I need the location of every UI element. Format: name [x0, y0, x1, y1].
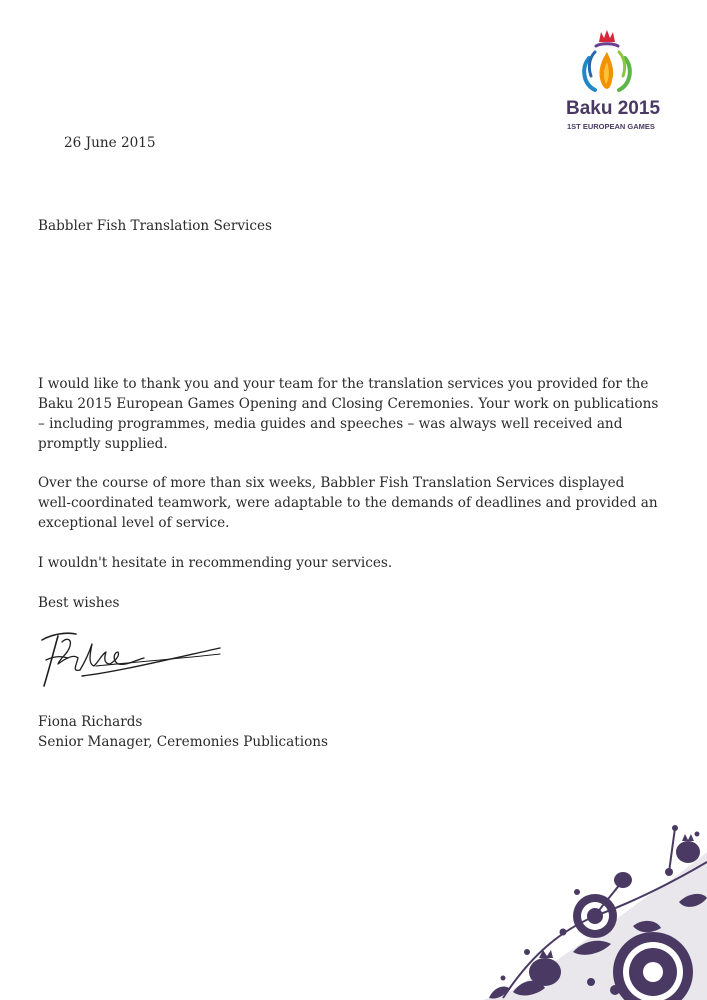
- paragraph-line: I would like to thank you and your team for the translation services you provided for the: [38, 376, 649, 392]
- paragraph-line: Over the course of more than six weeks, Babbler Fish Translation Services displayed: [38, 475, 625, 491]
- signer-title: Senior Manager, Ceremonies Publications: [38, 734, 328, 750]
- recipient-name: Babbler Fish Translation Services: [38, 218, 272, 234]
- paragraph-line: exceptional level of service.: [38, 515, 230, 531]
- logo-title: Baku 2015: [566, 98, 661, 119]
- handwritten-signature: [36, 620, 226, 692]
- paragraph-line: – including programmes, media guides and speeches – was always well received and: [38, 416, 623, 432]
- flame-emblem-icon: [579, 28, 635, 98]
- floral-ornament: [483, 822, 707, 1000]
- paragraph-3: I wouldn't hesitate in recommending your services.: [38, 555, 393, 571]
- paragraph-line: well-coordinated teamwork, were adaptable to the demands of deadlines and provided an: [38, 495, 658, 511]
- letter-date: 26 June 2015: [64, 135, 156, 151]
- logo-subtitle: 1ST EUROPEAN GAMES: [567, 122, 655, 131]
- closing-line: Best wishes: [38, 595, 120, 611]
- paragraph-line: Baku 2015 European Games Opening and Closing Ceremonies. Your work on publications: [38, 396, 659, 412]
- paragraph-line: promptly supplied.: [38, 436, 168, 452]
- signer-name: Fiona Richards: [38, 714, 143, 730]
